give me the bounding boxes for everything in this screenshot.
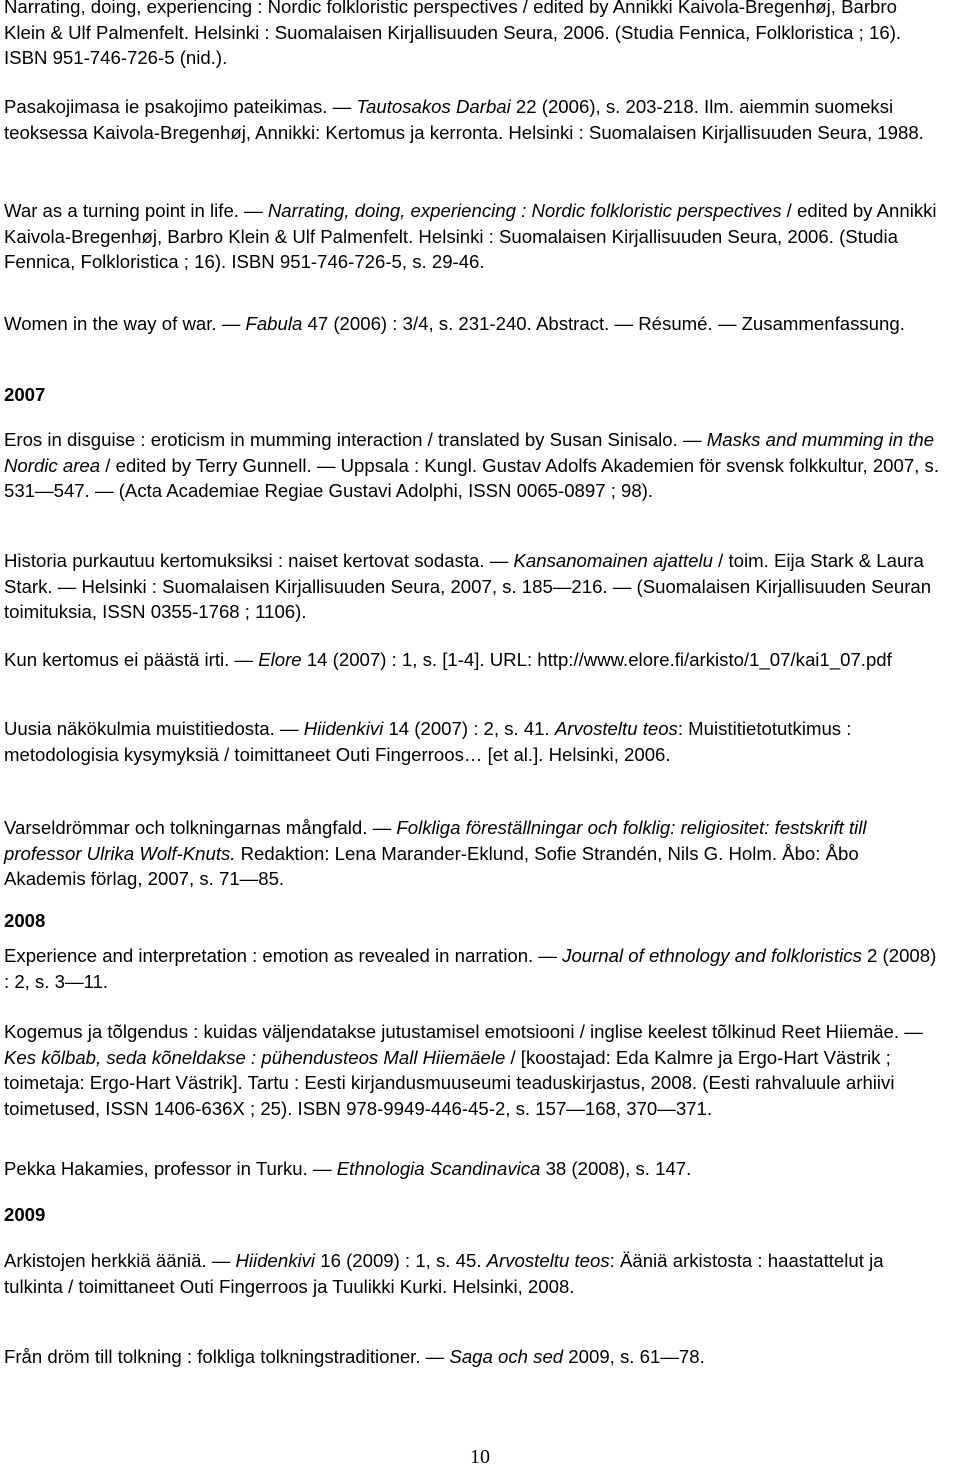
bibliography-entry [4,94,939,145]
bibliography-entry [4,198,942,275]
bibliography-entry [4,1156,939,1182]
bibliography-entry [4,815,939,892]
entry-text: 2009, s. 61—78. [563,1346,705,1367]
bibliography-entry [4,0,939,71]
italic-title: Hiidenkivi [303,718,384,739]
entry-text: Arkistojen herkkiä ääniä. — [4,1250,236,1271]
entry-text: Pasakojimasa ie psakojimo pateikimas. — [4,96,357,117]
italic-title: Elore [258,649,302,670]
year-heading: 2009 [4,1204,46,1225]
year-heading: 2008 [4,910,46,931]
entry-text: 14 (2007) : 1, s. [1-4]. URL: http://www.elore.fi/arkisto/1_07/kai1_07.pdf [301,649,892,670]
entry-text: 2 (2008) : 2, s. 3—11. [4,945,942,992]
italic-title: Arvosteltu teos [554,718,678,739]
entry-text: Experience and interpretation : emotion as revealed in narration. — [4,945,563,966]
italic-title: Narrating, doing, experiencing : Nordic folkloristic perspectives [267,200,782,221]
entry-text: Historia purkautuu kertomuksiksi : naiset kertovat sodasta. — [4,550,514,571]
entry-text: Kun kertomus ei päästä irti. — [4,649,259,670]
italic-title: Journal of ethnology and folkloristics [562,945,862,966]
entry-text: 16 (2009) : 1, s. 45. [315,1250,487,1271]
page-number: 10 [470,1446,490,1468]
entry-text: Varseldrömmar och tolkningarnas mångfald. — [4,817,397,838]
italic-title: Folkliga föreställningar och folklig: religiositet: festskrift till professor Ulrika Wolf-Knuts. [4,817,872,864]
entry-text: 14 (2007) : 2, s. 41. [383,718,555,739]
italic-title: Arvosteltu teos [486,1250,610,1271]
entry-text: Eros in disguise : eroticism in mumming interaction / translated by Susan Sinisalo. — [4,429,707,450]
bibliography-entry [4,716,939,767]
year-heading: 2007 [4,384,46,405]
entry-text: Redaktion: Lena Marander-Eklund, Sofie Strandén, Nils G. Holm. Åbo: Åbo Akademis förlag, 2007, s. 71—85. [4,842,863,890]
entry-text: Narrating, doing, experiencing : Nordic folkloristic perspectives / edited by Annikki Kaivola-Bregenhøj, Barbro Klein & Ulf Palmenfelt. Helsinki : Suomalaisen Kirjallisuuden Seura, 2006. (Studia Fennica, Folkloristica ; 16). ISBN 951-746-726-5 (nid.). [4,0,907,69]
bibliography-entry [4,427,945,504]
entry-text: : Muistitietotutkimus : metodologisia kysymyksiä / toimittaneet Outi Fingerroos… [et al.]. Helsinki, 2006. [4,718,857,765]
bibliography-entry [4,1344,939,1370]
entry-text: Women in the way of war. — [4,313,246,334]
italic-title: Saga och sed [449,1346,564,1367]
italic-title: Tautosakos Darbai [356,96,511,117]
entry-text: / [koostajad: Eda Kalmre ja Ergo-Hart Västrik ; toimetaja: Ergo-Hart Västrik]. Tartu : Eesti kirjandusmuuseumi teaduskirjastus, 2008. (Eesti rahvaluule arhiivi toimetused, ISSN 1406-636X ; 25). ISBN 978-9949-446-45-2, s. 157—168, 370—371. [4,1046,900,1119]
bibliography-entry [4,1019,939,1121]
bibliography-entry [4,548,939,625]
entry-text: Kogemus ja tõlgendus : kuidas väljendatakse jutustamisel emotsiooni / inglise keelest tõlkinud Reet Hiiemäe. — [4,1021,928,1042]
bibliography-entry [4,1248,939,1299]
entry-text: 47 (2006) : 3/4, s. 231-240. Abstract. — Résumé. — Zusammenfassung. [302,313,905,334]
italic-title: Kansanomainen ajattelu [513,550,713,571]
bibliography-entry [4,943,942,994]
entry-text: Pekka Hakamies, professor in Turku. — [4,1158,337,1179]
italic-title: Hiidenkivi [235,1250,316,1271]
entry-text: War as a turning point in life. — [4,200,268,221]
entry-text: 38 (2008), s. 147. [540,1158,692,1179]
entry-text: Uusia näkökulmia muistitiedosta. — [4,718,304,739]
italic-title: Ethnologia Scandinavica [336,1158,541,1179]
italic-title: Kes kõlbab, seda kõneldakse : pühendusteos Mall Hiiemäele [4,1046,506,1068]
entry-text: : Ääniä arkistosta : haastattelut ja tulkinta / toimittaneet Outi Fingerroos ja Tuulikki Kurki. Helsinki, 2008. [4,1250,889,1297]
entry-text: 22 (2006), s. 203-218. Ilm. aiemmin suomeksi teoksessa Kaivola-Bregenhøj, Annikki: Kertomus ja kerronta. Helsinki : Suomalaisen Kirjallisuuden Seura, 1988. [4,96,924,143]
entry-text: Från dröm till tolkning : folkliga tolkningstraditioner. — [4,1346,450,1367]
bibliography-entry [4,311,939,337]
entry-text: / edited by Annikki Kaivola-Bregenhøj, Barbro Klein & Ulf Palmenfelt. Helsinki : Suomalaisen Kirjallisuuden Seura, 2006. (Studia Fennica, Folkloristica ; 16). ISBN 951-746-726-5, s. 29-46. [4,200,942,273]
italic-title: Masks and mumming in the Nordic area [4,429,940,476]
entry-text: / toim. Eija Stark & Laura Stark. — Helsinki : Suomalaisen Kirjallisuuden Seura, 2007, s. 185—216. — (Suomalaisen Kirjallisuuden Seuran toimituksia, ISSN 0355-1768 ; 1106). [4,550,937,623]
entry-text: / edited by Terry Gunnell. — Uppsala : Kungl. Gustav Adolfs Akademien för svensk folkkultur, 2007, s. 531—547. — (Acta Academiae Regiae Gustavi Adolphi, ISSN 0065-0897 ; 98). [4,454,945,502]
bibliography-entry [4,647,939,673]
italic-title: Fabula [245,313,303,334]
